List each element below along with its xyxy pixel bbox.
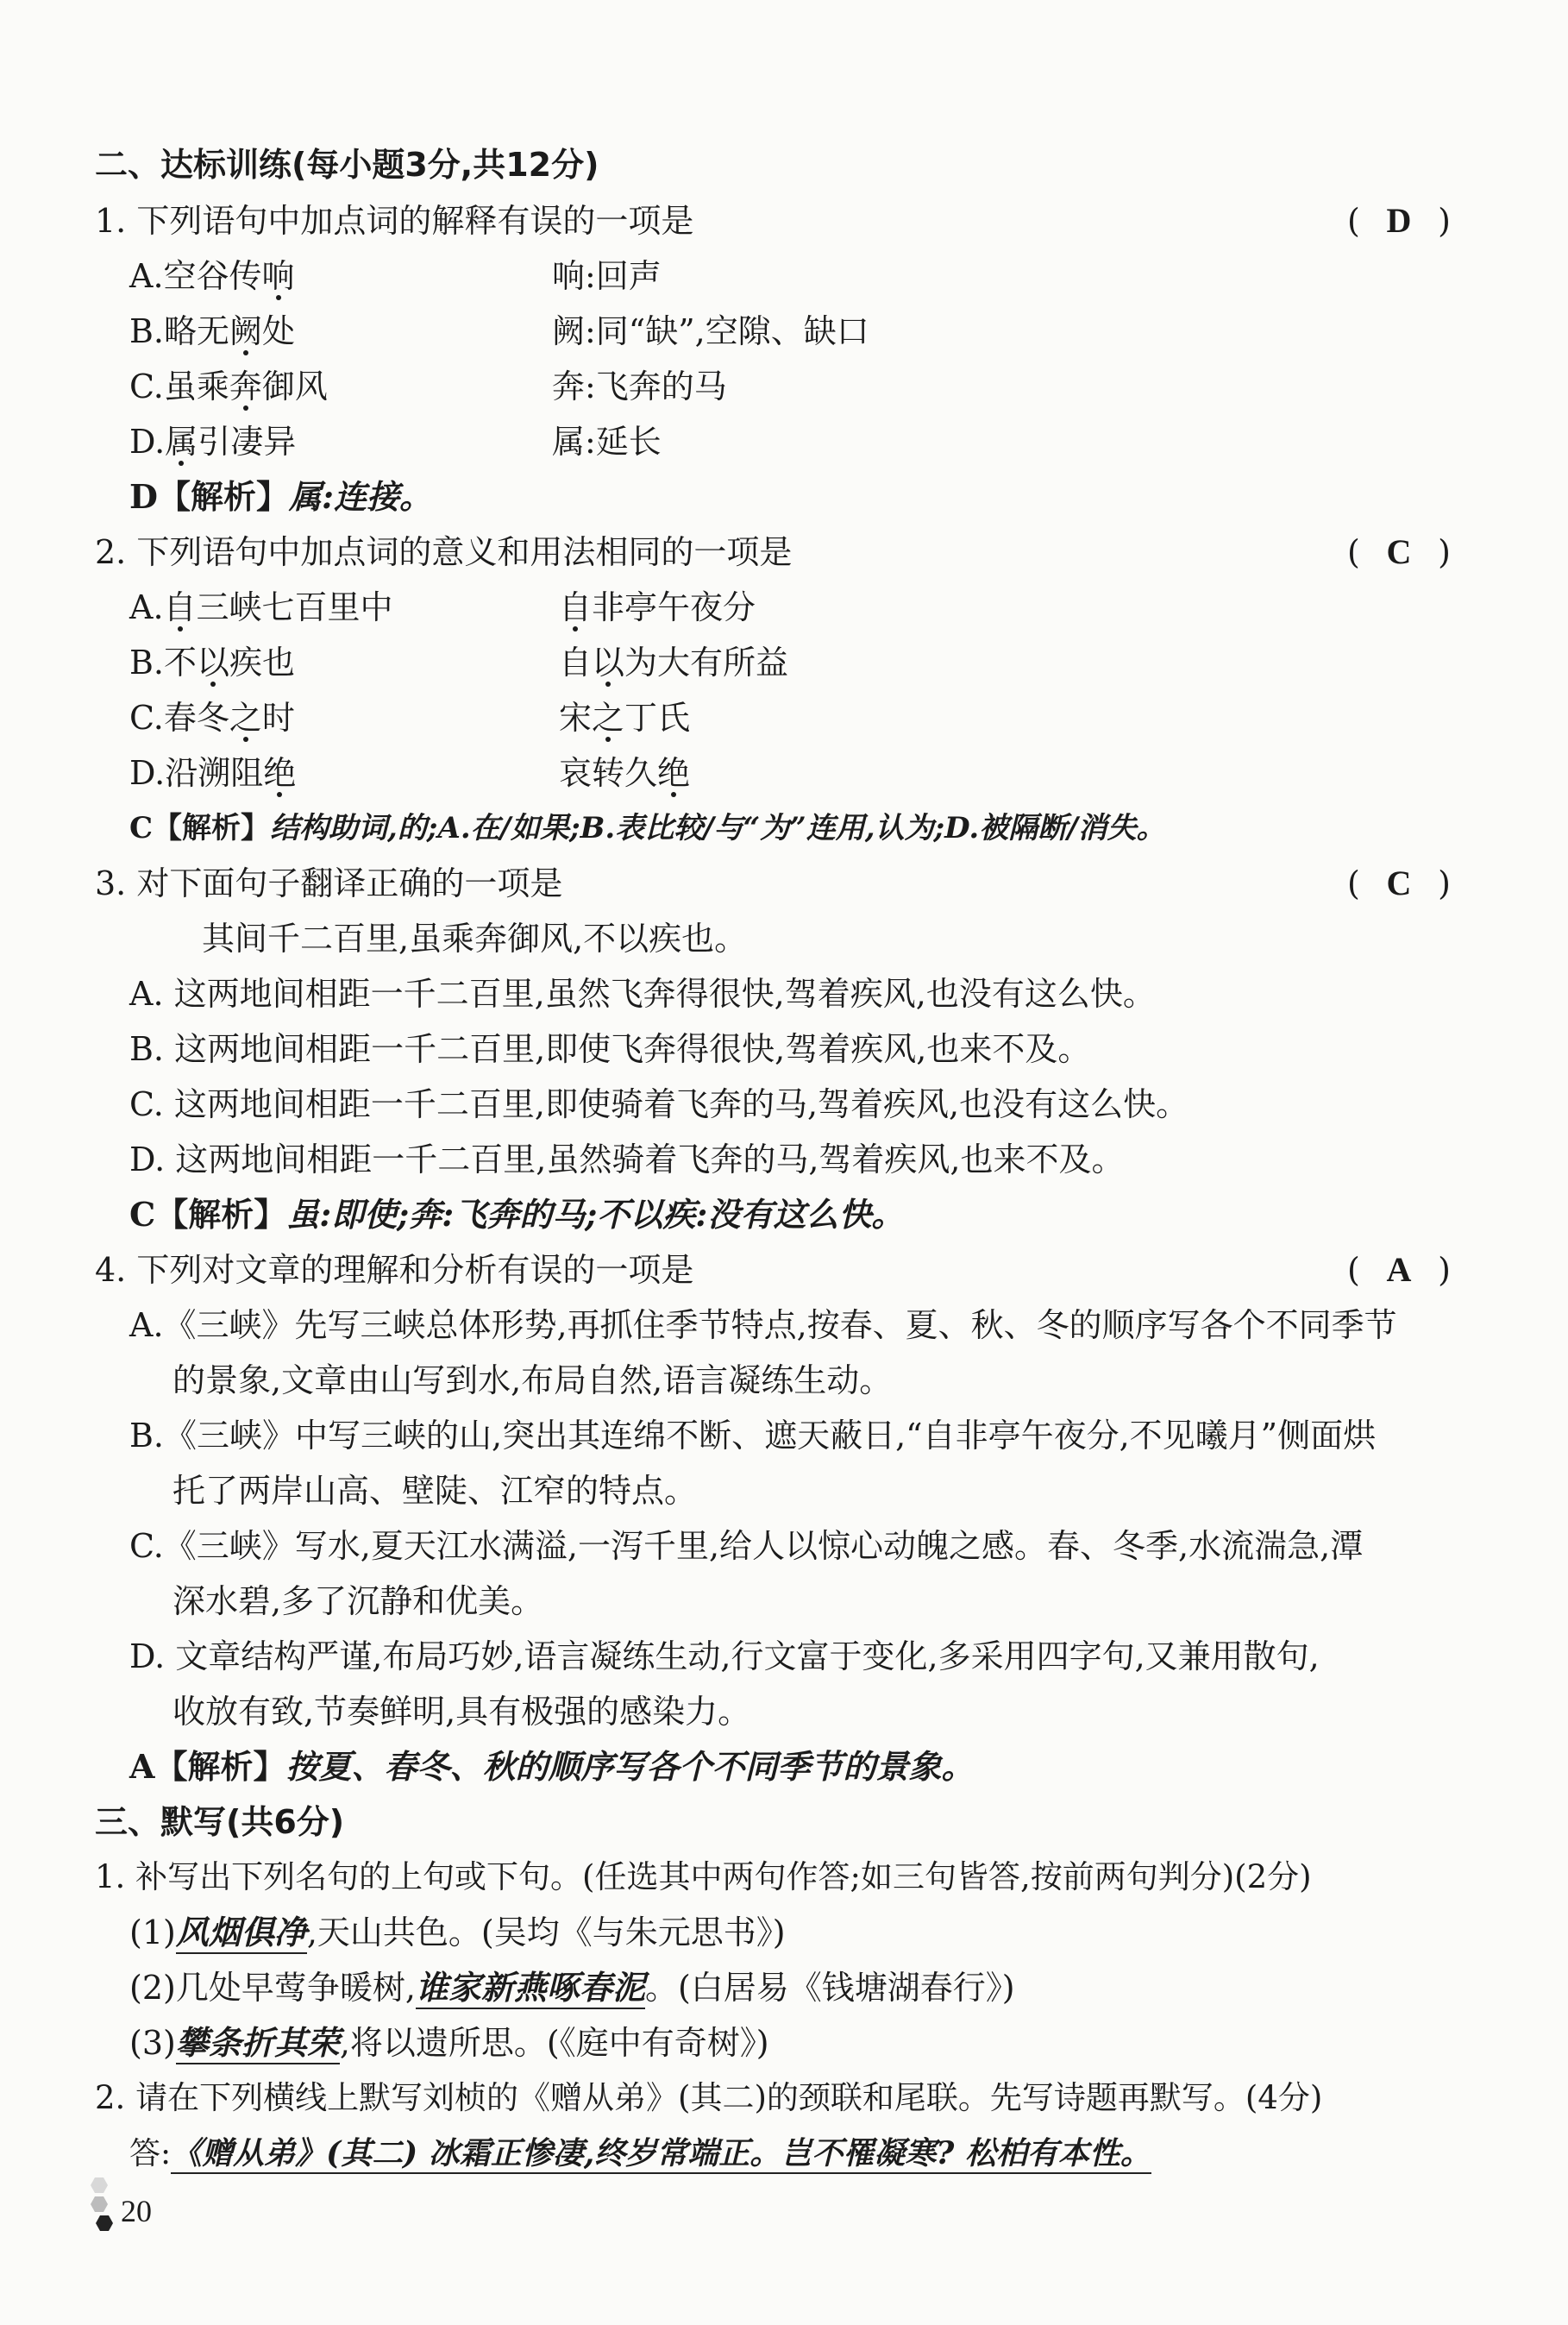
question-3-answer xyxy=(1347,859,1451,908)
paren-open: ( xyxy=(1347,533,1360,571)
explanation-label: D【解析】 xyxy=(129,477,289,516)
q4-option-d-line1: D. 文章结构严谨,布局巧妙,语言凝练生动,行文富于变化,多采用四字句,又兼用散句, xyxy=(129,1637,1320,1675)
answer-letter: A xyxy=(1386,1250,1412,1289)
q1-explanation xyxy=(129,473,1451,521)
dictation-item-3 xyxy=(129,2019,1451,2067)
question-2-answer xyxy=(1347,528,1451,576)
dotted-word: 以 xyxy=(592,644,625,682)
explanation-text: 虽:即使;奔:飞奔的马;不以疾:没有这么快。 xyxy=(286,1195,905,1234)
item-text: 。(白居易《钱塘湖春行》) xyxy=(644,1969,1015,2007)
option-text: 三峡七百里中 xyxy=(196,588,393,626)
q3-option-b: B. 这两地间相距一千二百里,即使飞奔得很快,驾着疾风,也来不及。 xyxy=(129,1030,1091,1068)
section-title: 二、达标训练(每小题3分,共12分) xyxy=(95,146,599,184)
option-gloss: 属:延长 xyxy=(552,423,662,461)
explanation-label: A【解析】 xyxy=(129,1747,286,1786)
handwritten-answer: 攀条折其荣 xyxy=(176,2023,340,2064)
option-text: 春冬 xyxy=(163,699,229,737)
paren-open: ( xyxy=(1347,1251,1360,1289)
q3-option-c: C. 这两地间相距一千二百里,即使骑着飞奔的马,驾着疾风,也没有这么快。 xyxy=(129,1085,1189,1123)
item-text: ,将以遗所思。(《庭中有奇树》) xyxy=(339,2024,769,2062)
paren-close: ) xyxy=(1438,202,1451,240)
q4-option-b-line2: 托了两岸山高、壁陡、江窄的特点。 xyxy=(172,1472,698,1510)
dictation-question-1-stem: 1. 补写出下列名句的上句或下句。(任选其中两句作答;如三句皆答,按前两句判分)(2分) xyxy=(95,1858,1312,1895)
item-number: (1) xyxy=(129,1913,176,1951)
page-number: 20 xyxy=(121,2194,152,2228)
option-label: A. xyxy=(129,257,164,295)
dotted-word: 之 xyxy=(592,699,625,737)
item-text: 几处早莺争暖树, xyxy=(175,1969,416,2007)
option-text: 虽乘 xyxy=(163,368,229,405)
q4-explanation xyxy=(129,1743,1451,1791)
question-1-stem: 1. 下列语句中加点词的解释有误的一项是 xyxy=(95,202,694,240)
question-4-answer xyxy=(1347,1246,1451,1294)
dotted-word: 以 xyxy=(197,644,230,682)
q1-option-c xyxy=(129,362,1451,411)
explanation-label: C【解析】 xyxy=(129,811,271,845)
paren-open: ( xyxy=(1347,202,1360,240)
q2-option-d xyxy=(129,749,1451,797)
q2-option-a xyxy=(129,583,1451,632)
item-number: (3) xyxy=(129,2024,176,2062)
q1-option-a xyxy=(129,252,1451,300)
handwritten-answer: 谁家新燕啄春泥 xyxy=(416,1968,645,2009)
q2-explanation xyxy=(129,804,1451,852)
explanation-text: 属:连接。 xyxy=(288,477,432,516)
dotted-word: 属 xyxy=(165,423,198,461)
question-1-answer xyxy=(1347,197,1451,245)
section-title: 三、默写(共6分) xyxy=(95,1803,345,1841)
answer-letter: C xyxy=(1386,864,1412,902)
option-text: 时 xyxy=(261,699,295,737)
q4-option-b-line1: B.《三峡》中写三峡的山,突出其连绵不断、遮天蔽日,“自非亭午夜分,不见曦月”侧面烘 xyxy=(129,1417,1377,1455)
option-label: B. xyxy=(129,312,165,350)
answer-letter: C xyxy=(1386,532,1412,571)
q4-option-d-line2: 收放有致,节奏鲜明,具有极强的感染力。 xyxy=(172,1693,751,1731)
dictation-item-1 xyxy=(129,1908,1451,1957)
answer-letter: D xyxy=(1386,201,1412,240)
option-text: 宋 xyxy=(559,699,593,737)
q4-option-a-line2: 的景象,文章由山写到水,布局自然,语言凝练生动。 xyxy=(172,1361,893,1399)
option-text: 处 xyxy=(262,312,296,350)
option-text: 沿溯阻 xyxy=(165,754,264,792)
item-text: ,天山共色。(吴均《与朱元思书》) xyxy=(306,1913,786,1951)
option-text: 略无 xyxy=(164,312,230,350)
explanation-text: 结构助词,的;A.在/如果;B.表比较/与“为”连用,认为;D.被隔断/消失。 xyxy=(270,811,1166,845)
option-text: 引凄异 xyxy=(198,423,297,461)
answer-label: 答: xyxy=(129,2136,172,2171)
dictation-question-2-answer xyxy=(129,2129,1451,2178)
option-label: C. xyxy=(129,699,164,737)
paren-close: ) xyxy=(1438,1251,1451,1289)
item-number: (2) xyxy=(129,1969,176,2007)
handwritten-answer: 《赠从弟》(其二) 冰霜正惨凄,终岁常端正。岂不罹凝寒? 松柏有本性。 xyxy=(171,2135,1151,2174)
q3-option-d: D. 这两地间相距一千二百里,虽然骑着飞奔的马,驾着疾风,也来不及。 xyxy=(129,1141,1125,1178)
option-text: 不 xyxy=(164,644,198,682)
q4-option-a-line1: A.《三峡》先写三峡总体形势,再抓住季节特点,按春、夏、秋、冬的顺序写各个不同季节 xyxy=(129,1306,1397,1344)
dotted-word: 自 xyxy=(559,588,593,626)
paren-close: ) xyxy=(1438,533,1451,571)
dotted-word: 之 xyxy=(229,699,262,737)
paren-open: ( xyxy=(1347,864,1360,902)
explanation-label: C【解析】 xyxy=(129,1195,287,1234)
dotted-word: 自 xyxy=(163,588,197,626)
q4-option-c-line1: C.《三峡》写水,夏天江水满溢,一泻千里,给人以惊心动魄之感。春、冬季,水流湍急,潭 xyxy=(129,1527,1364,1565)
option-text: 非亭午夜分 xyxy=(592,588,756,626)
question-2-stem: 2. 下列语句中加点词的意义和用法相同的一项是 xyxy=(95,533,793,571)
option-label: A. xyxy=(129,588,164,626)
paren-close: ) xyxy=(1438,864,1451,902)
option-gloss: 奔:飞奔的马 xyxy=(552,368,727,405)
handwritten-answer: 风烟俱净 xyxy=(176,1913,307,1954)
option-text: 御风 xyxy=(261,368,328,405)
option-text: 哀转久 xyxy=(559,754,658,792)
dotted-word: 绝 xyxy=(263,754,297,792)
option-text: 为大有所益 xyxy=(624,644,789,682)
q2-option-b xyxy=(129,638,1451,687)
option-label: C. xyxy=(129,368,164,405)
dotted-word: 阙 xyxy=(229,312,263,350)
option-text: 空谷传 xyxy=(163,257,262,295)
dotted-word: 绝 xyxy=(657,754,691,792)
option-text: 自 xyxy=(559,644,593,682)
option-label: B. xyxy=(129,644,165,682)
question-4-stem: 4. 下列对文章的理解和分析有误的一项是 xyxy=(95,1251,694,1289)
question-3-stem: 3. 对下面句子翻译正确的一项是 xyxy=(95,864,563,902)
option-text: 丁氏 xyxy=(624,699,691,737)
option-text: 疾也 xyxy=(229,644,296,682)
q3-explanation xyxy=(129,1191,1451,1239)
q1-option-d xyxy=(129,418,1451,466)
option-label: D. xyxy=(129,423,166,461)
dotted-word: 响 xyxy=(261,257,295,295)
explanation-text: 按夏、春冬、秋的顺序写各个不同季节的景象。 xyxy=(285,1747,975,1786)
dictation-item-2 xyxy=(129,1964,1451,2012)
dictation-question-2-stem: 2. 请在下列横线上默写刘桢的《赠从弟》(其二)的颈联和尾联。先写诗题再默写。(4分) xyxy=(95,2079,1323,2116)
q3-option-a: A. 这两地间相距一千二百里,虽然飞奔得很快,驾着疾风,也没有这么快。 xyxy=(129,975,1156,1013)
q4-option-c-line2: 深水碧,多了沉静和优美。 xyxy=(172,1582,544,1620)
q3-quote: 其间千二百里,虽乘奔御风,不以疾也。 xyxy=(202,920,748,958)
option-label: D. xyxy=(129,754,166,792)
option-gloss: 阙:同“缺”,空隙、缺口 xyxy=(552,312,869,350)
q2-option-c xyxy=(129,694,1451,742)
dotted-word: 奔 xyxy=(229,368,262,405)
option-gloss: 响:回声 xyxy=(552,257,662,295)
q1-option-b xyxy=(129,307,1451,355)
